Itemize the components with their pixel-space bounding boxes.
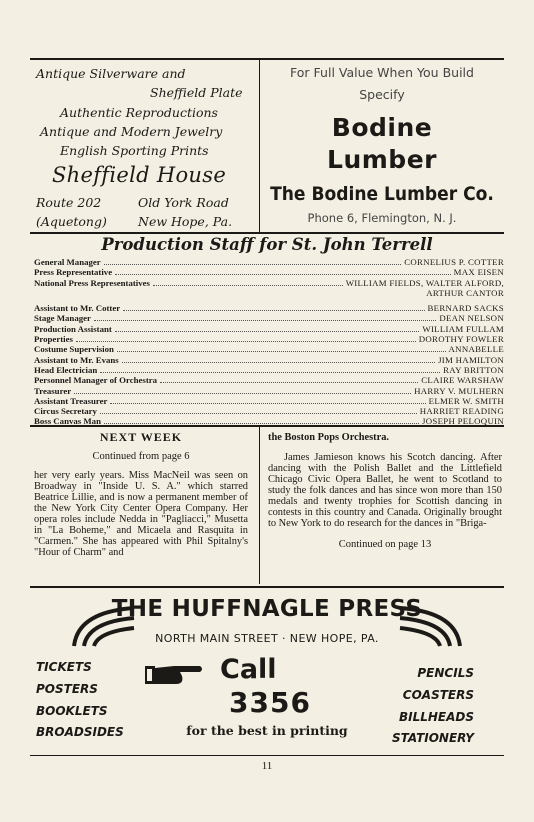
bottom-rule <box>30 755 504 756</box>
leader-dots <box>160 375 418 383</box>
article-text: her very early years. Miss MacNeil was seen on Broadway in "Inside U. S. A." which starred Beatrice Lillie, and is now a permanent member of the New York City Center Opera Company. Her opera roles include Nedda in "Pagliacci," Musetta in "La Boheme," and Micaela and Rasquita in "Carmen." She has appeared with Phil Spitalny's "Hour of Charm" and <box>34 470 248 558</box>
leader-dots <box>104 257 402 265</box>
staff-row <box>34 406 504 416</box>
staff-name: BERNARD SACKS <box>427 303 504 314</box>
staff-name: ELMER W. SMITH <box>428 395 504 406</box>
column-divider <box>259 427 260 584</box>
leader-dots <box>110 396 425 404</box>
top-rule <box>30 58 504 60</box>
staff-role: Circus Secretary <box>34 406 97 417</box>
staff-row <box>34 313 504 323</box>
staff-name: ANNABELLE <box>448 344 504 355</box>
bodine-company: The Bodine Lumber Co. <box>270 183 494 205</box>
staff-role: Boss Canvas Man <box>34 416 101 427</box>
continued-on: Continued on page 13 <box>338 539 432 550</box>
staff-row <box>34 324 504 334</box>
next-week-title: NEXT WEEK <box>99 430 183 444</box>
staff-name: RAY BRITTON <box>443 364 504 375</box>
staff-row <box>34 334 504 344</box>
ad-lead: For Full Value When You Build <box>290 65 474 80</box>
service-item: COASTERS <box>402 688 474 702</box>
staff-role: Assistant to Mr. Cotter <box>34 303 121 314</box>
staff-role: Personnel Manager of Orchestra <box>34 375 158 386</box>
ad-line: English Sporting Prints <box>60 143 209 158</box>
leader-dots <box>115 267 451 275</box>
leader-dots <box>100 365 440 373</box>
staff-role: National Press Representatives <box>34 277 150 288</box>
staff-role: Stage Manager <box>34 313 91 324</box>
ad-route: Route 202 <box>36 195 102 210</box>
staff-name: HARRY V. MULHERN <box>414 385 504 396</box>
huffnagle-address: NORTH MAIN STREET · NEW HOPE, PA. <box>155 632 379 645</box>
sheffield-house-ad <box>30 62 258 230</box>
ad-road: Old York Road <box>138 195 229 210</box>
leader-dots <box>122 355 435 363</box>
staff-name: ARTHUR CANTOR <box>426 287 504 298</box>
ad-line: Authentic Reproductions <box>60 105 218 120</box>
next-week-right-column <box>268 432 502 550</box>
article-text: James Jamieson knows his Scotch dancing. After dancing with the Polish Ballet and the Littlefield Chicago Civic Opera Ballet, he went to Scotland to study the folk dances and has since won more than 150 medals and twenty trophies for Scottish dancing in contests in this country and Canada. Originally brought to New York to do research for the dances in "Briga- <box>268 452 502 529</box>
continued-from: Continued from page 6 <box>92 451 190 462</box>
leader-dots <box>153 278 343 286</box>
ad-line: Antique Silverware and <box>36 66 186 81</box>
staff-role: Head Electrician <box>34 364 98 375</box>
service-item: STATIONERY <box>392 731 474 745</box>
service-item: BROADSIDES <box>36 725 124 739</box>
section-rule <box>30 586 504 588</box>
leader-dots <box>37 289 423 296</box>
staff-name: WILLIAM FIELDS, WALTER ALFORD, <box>345 277 504 288</box>
staff-role: Properties <box>34 334 73 345</box>
tagline: for the best in printing <box>186 723 348 738</box>
staff-row <box>34 257 504 267</box>
leader-dots <box>115 324 420 332</box>
staff-row <box>34 267 504 277</box>
sheffield-house-name: Sheffield House <box>52 163 227 187</box>
ad-town: New Hope, Pa. <box>138 214 233 229</box>
staff-role: Costume Supervision <box>34 344 114 355</box>
page-number: 11 <box>261 760 273 772</box>
staff-role: Assistant Treasurer <box>34 395 108 406</box>
service-item: BILLHEADS <box>398 710 474 724</box>
ad-line: Antique and Modern Jewelry <box>40 124 223 139</box>
staff-name: CORNELIUS P. COTTER <box>404 257 504 267</box>
section-rule <box>30 232 504 234</box>
leader-dots <box>100 406 417 414</box>
service-item: POSTERS <box>36 682 98 696</box>
staff-name: DEAN NELSON <box>439 313 504 324</box>
phone-number: 3356 <box>229 686 311 719</box>
staff-name: HARRIET READING <box>419 406 504 417</box>
staff-name: DOROTHY FOWLER <box>418 334 504 345</box>
leader-dots <box>94 313 436 321</box>
service-item: TICKETS <box>36 660 92 674</box>
leader-dots <box>123 303 424 311</box>
leader-dots <box>74 386 411 394</box>
leader-dots <box>76 334 416 342</box>
leader-dots <box>117 344 446 352</box>
pointing-hand-icon <box>144 662 204 688</box>
staff-name: MAX EISEN <box>453 267 504 278</box>
staff-row <box>34 386 504 396</box>
staff-role: Production Assistant <box>34 323 112 334</box>
staff-title: Production Staff for St. John Terrell <box>101 235 433 254</box>
staff-row <box>34 278 504 288</box>
bodine-name: Lumber <box>327 145 437 174</box>
bodine-phone: Phone 6, Flemington, N. J. <box>307 211 457 225</box>
staff-row <box>34 365 504 375</box>
staff-row <box>34 303 504 313</box>
staff-row <box>34 396 504 406</box>
leader-dots <box>104 416 419 424</box>
service-item: BOOKLETS <box>36 704 108 718</box>
staff-role: General Manager <box>34 257 101 267</box>
staff-row <box>34 288 504 298</box>
huffnagle-name: THE HUFFNAGLE PRESS <box>111 596 423 622</box>
article-text: the Boston Pops Orchestra. <box>268 432 390 443</box>
staff-list <box>34 257 504 427</box>
bodine-lumber-ad <box>260 62 504 230</box>
staff-row <box>34 375 504 385</box>
section-rule <box>30 425 504 427</box>
bodine-name: Bodine <box>331 113 433 142</box>
ad-lead: Specify <box>359 87 405 102</box>
huffnagle-press-ad <box>30 590 504 755</box>
ad-line: Sheffield Plate <box>150 85 243 100</box>
staff-name: WILLIAM FULLAM <box>422 323 504 334</box>
staff-name: CLAIRE WARSHAW <box>421 375 504 386</box>
next-week-left-column <box>34 432 248 558</box>
staff-role: Assistant to Mr. Evans <box>34 354 119 365</box>
staff-row <box>34 344 504 354</box>
ad-town: (Aquetong) <box>36 214 107 229</box>
staff-row <box>34 355 504 365</box>
call-label: Call <box>220 654 277 685</box>
staff-role: Press Representative <box>34 267 113 278</box>
staff-name: JIM HAMILTON <box>438 354 504 365</box>
staff-role: Treasurer <box>34 385 72 396</box>
staff-name: JOSEPH PELOQUIN <box>422 416 504 427</box>
service-item: PENCILS <box>417 666 474 680</box>
